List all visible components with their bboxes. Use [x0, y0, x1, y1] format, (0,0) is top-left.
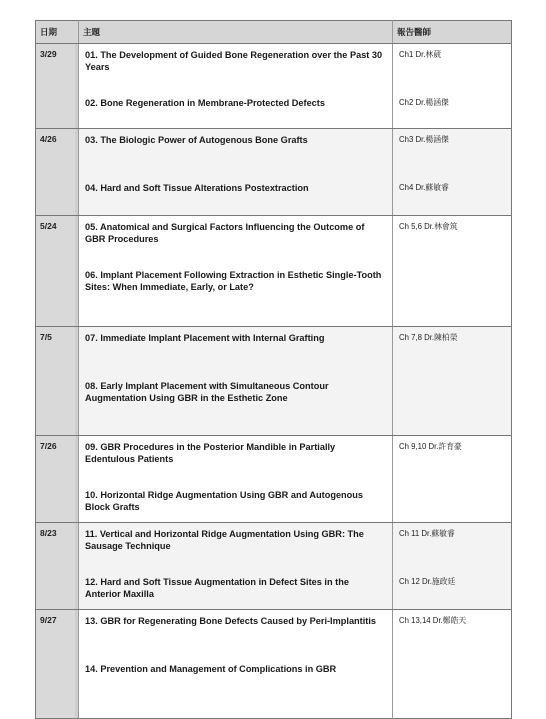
topic-item: 01. The Development of Guided Bone Regeneration over the Past 30 Years: [85, 50, 383, 72]
topic-item: 09. GBR Procedures in the Posterior Mandible in Partially Edentulous Patients: [85, 442, 336, 464]
session-doctors: [393, 327, 512, 436]
topic-item: 08. Early Implant Placement with Simultaneous Contour Augmentation Using GBR in the Esthetic Zone: [85, 381, 329, 403]
doctor-item: Ch2 Dr.楊涵傑: [399, 98, 449, 107]
topic-item: 14. Prevention and Management of Complications in GBR: [85, 664, 337, 674]
doctor-item: [394, 376, 510, 434]
doctor-item: Ch3 Dr.楊涵傑: [399, 135, 449, 144]
session-doctors: [393, 610, 512, 719]
header-topic: 主題: [79, 21, 393, 44]
topic-item: 11. Vertical and Horizontal Ridge Augmentation Using GBR: The Sausage Technique: [85, 529, 364, 551]
topic-item: 07. Immediate Implant Placement with Internal Grafting: [85, 333, 325, 343]
doctor-item: Ch1 Dr.林葳: [399, 50, 442, 59]
session-row: [36, 523, 512, 610]
session-row: [36, 610, 512, 719]
doctor-item: Ch 5,6 Dr.林會筑: [399, 222, 458, 231]
session-topics: [79, 610, 393, 719]
schedule-table: [35, 20, 512, 719]
topic-item: 10. Horizontal Ridge Augmentation Using GBR and Autogenous Block Grafts: [85, 490, 364, 512]
doctor-item: Ch 12 Dr.施政廷: [399, 577, 456, 586]
topic-item: 02. Bone Regeneration in Membrane-Protected Defects: [85, 98, 325, 108]
session-row: [36, 436, 512, 523]
topic-item: 06. Implant Placement Following Extraction in Esthetic Single-Tooth Sites: When Immediate, Early, or Late?: [85, 270, 382, 292]
topic-item: 03. The Biologic Power of Autogenous Bone Grafts: [85, 135, 308, 145]
doctor-item: [394, 485, 510, 521]
doctor-item: [394, 659, 510, 717]
session-row: [36, 129, 512, 216]
session-date: 8/23: [36, 523, 79, 610]
session-doctors: [393, 216, 512, 327]
session-row: [36, 216, 512, 327]
session-topics: [79, 436, 393, 523]
topic-item: 04. Hard and Soft Tissue Alterations Postextraction: [85, 183, 309, 193]
header-row: [36, 21, 512, 44]
session-topics: [79, 44, 393, 129]
topic-item: 13. GBR for Regenerating Bone Defects Caused by Peri-Implantitis: [85, 616, 377, 626]
session-date: 7/26: [36, 436, 79, 523]
session-date: 5/24: [36, 216, 79, 327]
session-date: 4/26: [36, 129, 79, 216]
session-doctors: [393, 523, 512, 610]
doctor-item: Ch 9,10 Dr.許育豪: [399, 442, 462, 451]
topic-item: 12. Hard and Soft Tissue Augmentation in Defect Sites in the Anterior Maxilla: [85, 577, 349, 599]
session-doctors: [393, 44, 512, 129]
session-doctors: [393, 129, 512, 216]
topic-item: 05. Anatomical and Surgical Factors Influencing the Outcome of GBR Procedures: [85, 222, 365, 244]
doctor-item: Ch 11 Dr.蘇敏睿: [399, 529, 455, 538]
doctor-item: Ch 7,8 Dr.陳柏榮: [399, 333, 458, 342]
session-date: 9/27: [36, 610, 79, 719]
header-doctor: 報告醫師: [393, 21, 512, 44]
session-date: 3/29: [36, 44, 79, 129]
session-row: [36, 44, 512, 129]
header-date: 日期: [36, 21, 79, 44]
session-topics: [79, 129, 393, 216]
doctor-item: Ch 13,14 Dr.鄭皓天: [399, 616, 467, 625]
session-topics: [79, 327, 393, 436]
session-row: [36, 327, 512, 436]
session-topics: [79, 523, 393, 610]
doctor-item: [394, 265, 510, 325]
session-topics: [79, 216, 393, 327]
session-doctors: [393, 436, 512, 523]
session-date: 7/5: [36, 327, 79, 436]
doctor-item: Ch4 Dr.蘇敏睿: [399, 183, 449, 192]
